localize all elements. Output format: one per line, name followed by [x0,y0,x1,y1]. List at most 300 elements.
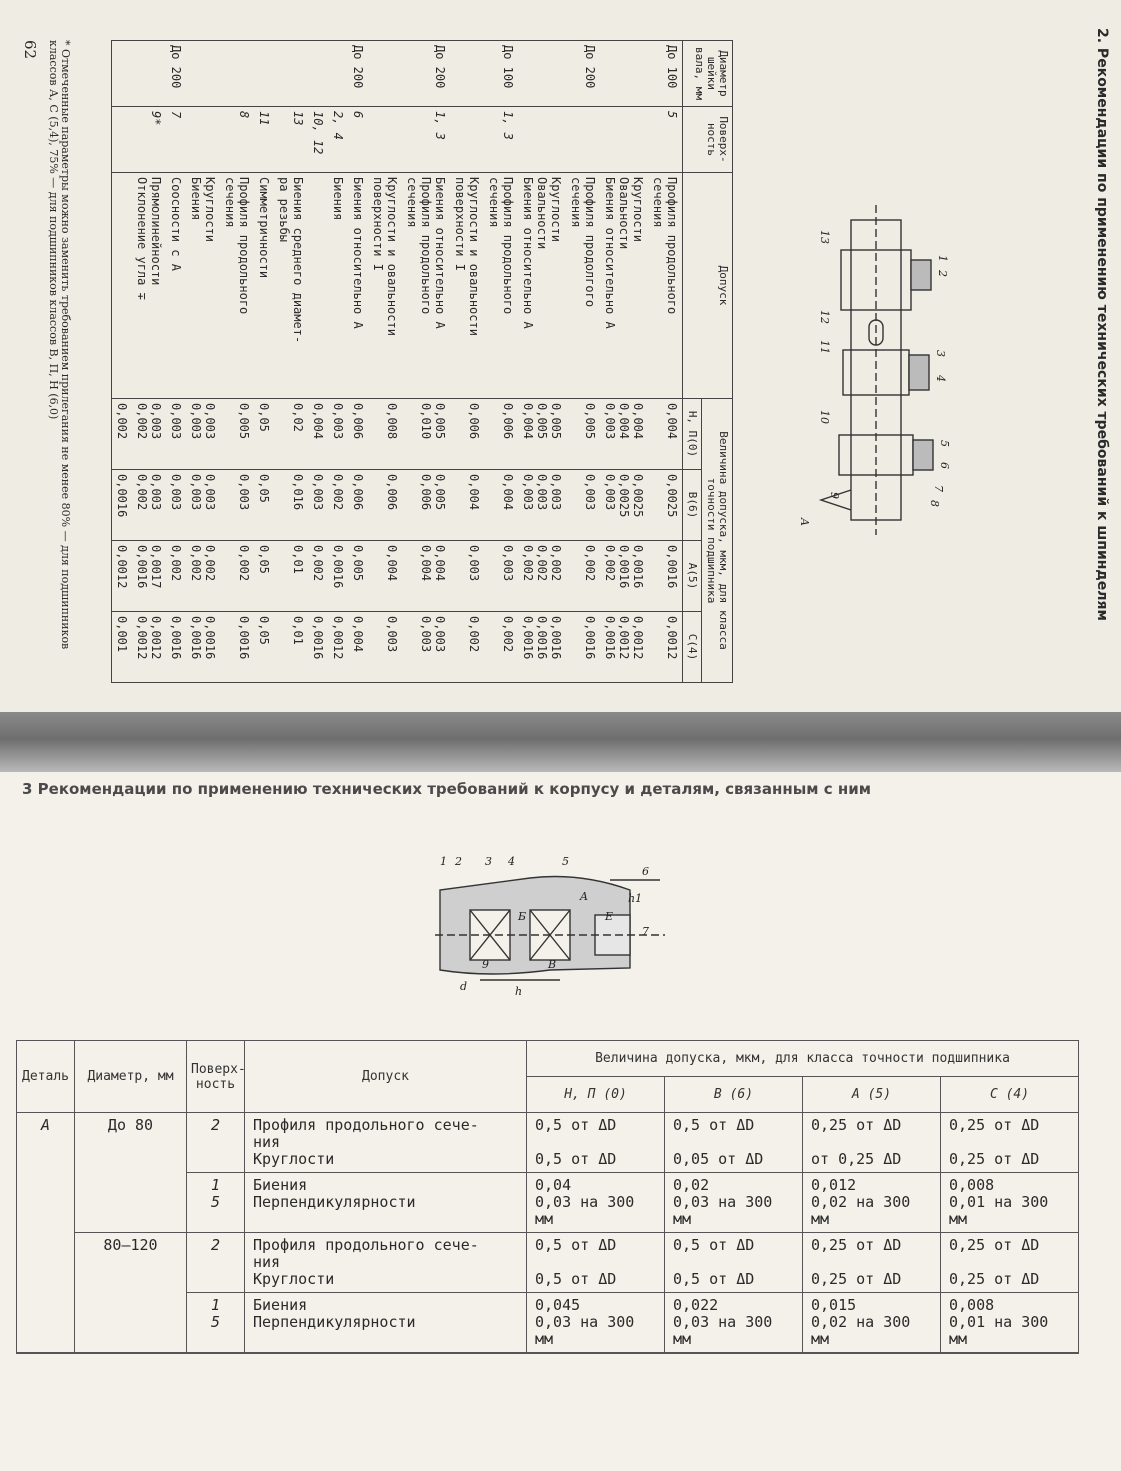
column-header: Диаметр, мм [75,1041,187,1113]
cell-line: 0,003 [149,403,163,440]
table-row [328,41,348,683]
cell-line: 0,05 [257,545,271,574]
diameter-cell: До 100 [484,41,518,107]
upper-page [0,0,1121,712]
cell-line: 0,0016 [549,616,563,660]
spindle-tolerance-table [111,40,733,683]
housing-label: Б [518,910,527,923]
value-cell [112,541,133,612]
value-cell [665,1293,803,1354]
cell-line: Биения [331,177,345,221]
cell-line: 0,05 [257,616,271,645]
cell-line: Профиля продольного [419,177,433,315]
table-row [348,41,368,683]
housing-label: E [605,910,614,923]
diameter-cell: До 200 [402,41,450,107]
cell-line: 0,0016 [665,545,679,589]
value-cell [518,470,566,541]
cell-line: 0,002 [189,545,203,582]
surface-cell: 6 [348,107,368,173]
surface-cell: 13 [274,107,308,173]
tolerance-cell [245,1173,527,1233]
diameter-cell: До 200 [348,41,368,107]
cell-line: 0,003 [521,474,535,511]
cell-line: 0,005 [535,403,549,440]
cell-line: Соосности с А [169,177,183,271]
cell-line: 0,0016 [631,545,645,589]
value-cell [254,612,274,683]
tolerance-cell [132,173,166,399]
cell-line: 0,03 на 300 мм [673,1193,773,1228]
part-cell: А [17,1113,75,1173]
diameter-cell [254,41,274,107]
cell-line: 0,006 [351,474,365,511]
column-header: Деталь [17,1041,75,1113]
surface-cell: 11 [254,107,274,173]
diameter-cell [274,41,308,107]
surface-cell [518,107,566,173]
table-row [450,41,484,683]
cell-line: 0,02 [673,1176,710,1194]
table-row [368,41,402,683]
cell-line: от 0,25 ΔD [811,1150,902,1168]
cell-line: 0,002 [501,616,515,653]
surface-cell [187,1113,245,1173]
footnote: * Отмеченные параметры можно заменить требованием прилегания не менее 80% — для подшипников классов А, С (5,4), 75% — для подшипников классов В, П, Н (6,0) [47,40,72,650]
cell-line: Биения [253,1296,308,1314]
table-row [518,41,566,683]
surface-cell: 2, 4 [328,107,348,173]
cell-line: Биения среднего диамет- [291,177,305,344]
cell-line: 0,0012 [631,616,645,660]
surface-cell: 1, 3 [484,107,518,173]
cell-line: 0,0025 [617,474,631,518]
cell-line: 0,05 от ΔD [673,1150,764,1168]
cell-line: 0,002 [603,545,617,582]
cell-line: 0,002 [311,545,325,582]
value-cell [566,470,600,541]
cell-line: 2 [210,1116,221,1134]
cell-line: 0,008 [949,1176,995,1194]
cell-line: 0,003 [501,545,515,582]
spindle-diagram [781,200,971,540]
tolerance-cell [245,1233,527,1293]
shaft-label: 13 [818,230,831,244]
cell-line: 0,002 [331,474,345,511]
value-cell [665,1113,803,1173]
cell-line: 0,0025 [631,474,645,518]
column-header: Н, П(0) [683,399,702,470]
value-cell [308,612,328,683]
tolerance-cell [166,173,186,399]
column-header: А(5) [683,541,702,612]
tolerance-cell [484,173,518,399]
surface-cell: 8 [220,107,254,173]
cell-line: Профиля продольного сече- [253,1236,479,1254]
cell-line: 0,0012 [149,616,163,660]
cell-line: 0,001 [115,616,129,653]
cell-line: 0,25 от ΔD [949,1116,1040,1134]
cell-line: 0,0016 [115,474,129,518]
value-cell [566,612,600,683]
value-cell [648,541,683,612]
cell-line: 0,5 от ΔD [535,1270,617,1288]
cell-line: 0,03 на 300 мм [673,1313,773,1348]
tolerance-cell [112,173,133,399]
cell-line: 0,004 [433,545,447,582]
value-cell [566,541,600,612]
cell-line: Отклонение угла ∓ [135,177,149,300]
cell-line: 0,003 [549,474,563,511]
cell-line: 0,0012 [331,616,345,660]
diameter-cell [220,41,254,107]
page-fold [0,712,1121,772]
cell-line: 0,5 от ΔD [673,1270,755,1288]
cell-line: 5 [210,1313,221,1331]
value-cell [166,470,186,541]
column-header: Допуск [245,1041,527,1113]
table-row [254,41,274,683]
cell-line: 0,022 [673,1296,719,1314]
cell-line: 0,0012 [617,616,631,660]
surface-cell [566,107,600,173]
value-cell [450,612,484,683]
housing-label: 2 [455,855,462,868]
table-row [402,41,450,683]
cell-line: 0,002 [203,545,217,582]
value-cell [348,612,368,683]
value-cell [368,399,402,470]
value-cell [648,470,683,541]
cell-line: Биения относительно А [603,177,617,329]
value-cell [368,541,402,612]
diameter-cell [600,41,648,107]
diameter-cell [132,41,166,107]
cell-line: 5 [210,1193,221,1211]
cell-line: Биения относительно А [351,177,365,329]
value-cell [348,399,368,470]
value-cell [941,1113,1079,1173]
cell-line: 0,0016 [603,616,617,660]
table-row [274,41,308,683]
housing-diagram [430,850,670,1005]
cell-line: 0,03 на 300 мм [535,1193,635,1228]
cell-line: Профиля продолгого [583,177,597,308]
tolerance-cell [450,173,484,399]
value-cell [166,541,186,612]
cell-line: 0,006 [351,403,365,440]
value-cell [220,541,254,612]
cell-line: 0,002 [467,616,481,653]
cell-line: 0,002 [237,545,251,582]
value-cell [186,541,220,612]
value-cell [166,612,186,683]
cell-line: 0,003 [203,474,217,511]
shaft-label: 6 [938,462,951,469]
cell-line: Перпендикулярности [253,1193,416,1211]
cell-line: 0,0017 [149,545,163,589]
cell-line: Биения [253,1176,308,1194]
value-cell [941,1233,1079,1293]
value-cell [527,1293,665,1354]
cell-line: 0,002 [169,545,183,582]
value-cell [600,470,648,541]
value-cell [600,399,648,470]
value-cell [220,612,254,683]
cell-line [535,1254,656,1271]
cell-line: сечения [487,177,501,228]
value-cell [328,541,348,612]
cell-line: 0,003 [433,616,447,653]
diameter-cell [112,41,133,107]
diameter-cell [308,41,328,107]
cell-line: 0,5 от ΔD [535,1116,617,1134]
cell-line: 0,0016 [617,545,631,589]
cell-line: Профиля продольного [237,177,251,315]
housing-label: h [515,985,523,998]
cell-line: 0,0016 [583,616,597,660]
tolerance-cell [274,173,308,399]
cell-line: 0,005 [433,474,447,511]
table-row [484,41,518,683]
cell-line: Прямолинейности [149,177,163,286]
cell-line: Перпендикулярности [253,1313,416,1331]
cell-line: 0,005 [583,403,597,440]
cell-line: 0,0016 [521,616,535,660]
column-group-header: Величина допуска, мкм, для класса точности подшипника [702,399,733,683]
part-cell [17,1293,75,1354]
shaft-label: 11 [818,340,831,354]
diameter-cell [186,41,220,107]
cell-line: 0,012 [811,1176,857,1194]
diameter-cell [75,1173,187,1233]
value-cell [254,470,274,541]
cell-line: 0,002 [549,545,563,582]
cell-line: 0,0016 [135,545,149,589]
cell-line: 0,25 от ΔD [811,1270,902,1288]
value-cell [527,1173,665,1233]
part-cell [17,1233,75,1293]
cell-line: 0,004 [419,545,433,582]
cell-line: 0,004 [351,616,365,653]
value-cell [665,1233,803,1293]
cell-line [811,1134,932,1151]
cell-line: сечения [405,177,419,228]
cell-line: 0,01 на 300 мм [949,1313,1049,1348]
surface-cell: 9* [132,107,166,173]
value-cell [274,399,308,470]
cell-line: 0,0025 [665,474,679,518]
cell-line: 0,003 [169,403,183,440]
cell-line: Круглости [253,1270,335,1288]
cell-line: 0,05 [257,474,271,503]
housing-label: 6 [642,865,649,878]
section-2-title: 2. Рекомендации по применению технических требований к шпинделям [1094,28,1110,621]
cell-line: Круглости [203,177,217,243]
shaft-label: 3 [934,350,947,357]
cell-line: поверхности I [371,177,385,271]
housing-label: A [580,890,588,903]
cell-line: 0,005 [237,403,251,440]
value-cell [941,1293,1079,1354]
cell-line: 0,25 от ΔD [949,1150,1040,1168]
diameter-cell [368,41,402,107]
diameter-cell: До 200 [566,41,600,107]
cell-line: 0,003 [311,474,325,511]
cell-line: 0,004 [311,403,325,440]
housing-label: 9 [482,958,489,971]
value-cell [518,612,566,683]
cell-line: 0,003 [535,474,549,511]
cell-line: 0,002 [135,474,149,511]
value-cell [112,399,133,470]
cell-line: 0,004 [665,403,679,440]
cell-line: 0,25 от ΔD [811,1116,902,1134]
tolerance-cell [368,173,402,399]
value-cell [600,541,648,612]
housing-label: B [548,958,557,971]
housing-label: 3 [485,855,492,868]
cell-line: Овальности [535,177,549,250]
value-cell [132,399,166,470]
cell-line: Круглости [549,177,563,243]
value-cell [648,399,683,470]
value-cell [803,1233,941,1293]
cell-line: 0,02 на 300 мм [811,1193,911,1228]
tolerance-cell [186,173,220,399]
housing-tolerance-table [16,1040,1079,1354]
cell-line: Биения относительно А [521,177,535,329]
value-cell [166,399,186,470]
cell-line: 0,25 от ΔD [949,1270,1040,1288]
value-cell [665,1173,803,1233]
cell-line: 0,005 [549,403,563,440]
value-cell [484,399,518,470]
cell-line: 0,015 [811,1296,857,1314]
value-cell [518,399,566,470]
cell-line: Биения [189,177,203,221]
part-cell [17,1173,75,1233]
shaft-label: 8 [928,500,941,507]
cell-line: сечения [651,177,665,228]
housing-label: 4 [508,855,515,868]
table-row [17,1173,1079,1233]
surface-cell [187,1293,245,1354]
value-cell [308,541,328,612]
value-cell [484,541,518,612]
tolerance-cell [308,173,328,399]
cell-line: 0,004 [631,403,645,440]
tolerance-cell [254,173,274,399]
cell-line: 0,01 на 300 мм [949,1193,1049,1228]
value-cell [220,399,254,470]
cell-line: 0,01 [291,616,305,645]
cell-line: 0,003 [189,403,203,440]
cell-line: Профиля продольного сече- [253,1116,479,1134]
cell-line [535,1134,656,1151]
cell-line: 0,0016 [331,545,345,589]
diameter-cell: До 200 [166,41,186,107]
shaft-label: 9 [828,492,841,499]
surface-cell: 5 [648,107,683,173]
cell-line: 0,003 [603,474,617,511]
cell-line: 0,003 [189,474,203,511]
cell-line: 0,003 [583,474,597,511]
cell-line: 0,002 [535,545,549,582]
shaft-label: 4 [934,375,947,382]
cell-line: Круглости [631,177,645,243]
column-header: В(6) [683,470,702,541]
cell-line: Симметричности [257,177,271,279]
section-3-title: 3 Рекомендации по применению технических требований к корпусу и деталям, связанным с ним [22,780,872,798]
cell-line: 0,02 [291,403,305,432]
cell-line: 0,002 [521,545,535,582]
table-row [186,41,220,683]
cell-line: 0,0016 [311,616,325,660]
cell-line [673,1134,794,1151]
cell-line: Профиля продольного [501,177,515,315]
table-row [600,41,648,683]
cell-line: 2 [210,1236,221,1254]
cell-line: 0,01 [291,545,305,574]
cell-line: поверхности I [453,177,467,271]
value-cell [132,541,166,612]
cell-line: 0,003 [603,403,617,440]
value-cell [186,399,220,470]
column-header: Диаметр шейки вала, мм [683,41,733,107]
column-header: Допуск [683,173,733,399]
cell-line: 0,005 [351,545,365,582]
shaft-label: 5 [938,440,951,447]
shaft-label: 2 [936,270,949,277]
cell-line: 0,5 от ΔD [535,1150,617,1168]
cell-line: 0,045 [535,1296,581,1314]
cell-line: 0,003 [331,403,345,440]
cell-line: 0,0012 [665,616,679,660]
value-cell [220,470,254,541]
cell-line: 0,0016 [169,616,183,660]
cell-line: 0,004 [385,545,399,582]
value-cell [308,470,328,541]
cell-line: 0,004 [501,474,515,511]
cell-line: Круглости и овальности [467,177,481,336]
table-row [220,41,254,683]
cell-line: 0,0012 [135,616,149,660]
table-row [112,41,133,683]
cell-line: 0,0016 [535,616,549,660]
value-cell [186,612,220,683]
column-group-header: Величина допуска, мкм, для класса точности подшипника [527,1041,1079,1077]
value-cell [450,470,484,541]
column-header: А (5) [803,1077,941,1113]
value-cell [348,470,368,541]
cell-line: 0,002 [115,403,129,440]
cell-line: 0,0016 [203,616,217,660]
value-cell [402,612,450,683]
tolerance-cell [328,173,348,399]
diameter-cell: 80—120 [75,1233,187,1293]
cell-line: 0,002 [135,403,149,440]
cell-line: 0,006 [467,403,481,440]
cell-line: 0,004 [617,403,631,440]
cell-line [949,1134,1070,1151]
tolerance-cell [648,173,683,399]
column-header: Поверх-ность [187,1041,245,1113]
cell-line: сечения [223,177,237,228]
surface-cell [186,107,220,173]
cell-line: 0,0016 [189,616,203,660]
table-row [17,1293,1079,1354]
